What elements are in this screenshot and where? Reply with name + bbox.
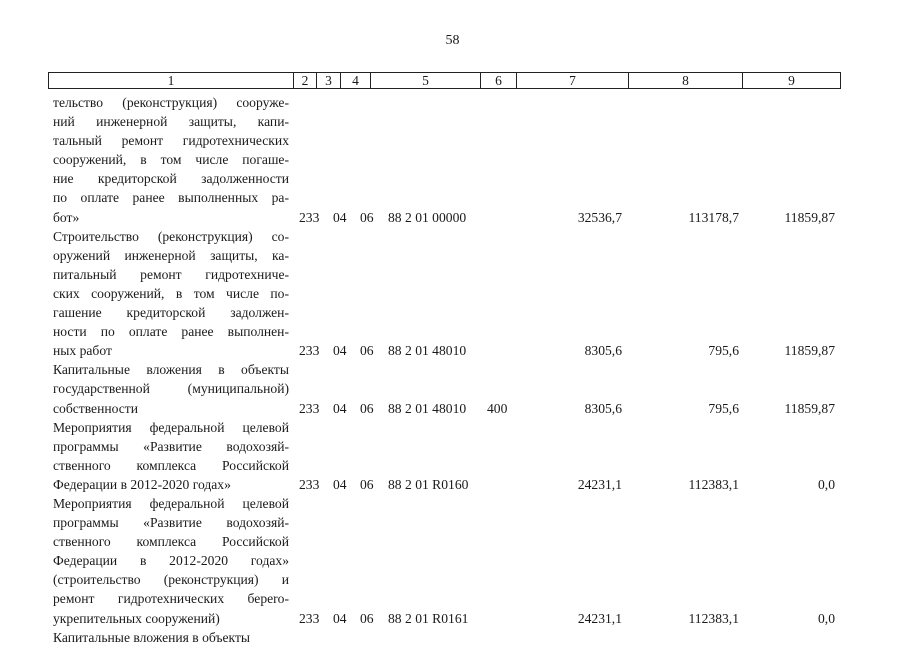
table-row bbox=[0, 494, 905, 628]
cell-c3: 04 bbox=[333, 400, 347, 416]
description-line: тальный ремонт гидротехнических bbox=[53, 133, 289, 149]
cell-c5: 88 2 01 R0161 bbox=[388, 610, 469, 626]
description-line: Мероприятия федеральной целевой bbox=[53, 419, 289, 435]
description-line: ние кредиторской задолженности bbox=[53, 171, 289, 187]
cell-c2: 233 bbox=[299, 610, 320, 626]
cell-c2: 233 bbox=[299, 209, 320, 225]
description-line: ности по оплате ранее выполнен- bbox=[53, 324, 289, 340]
description-line: ственного комплекса Российской bbox=[53, 457, 289, 473]
cell-c2: 233 bbox=[299, 476, 320, 492]
table-row bbox=[0, 628, 905, 647]
cell-c4: 06 bbox=[360, 343, 374, 359]
cell-c9: 11859,87 bbox=[784, 343, 835, 359]
cell-c2: 233 bbox=[299, 343, 320, 359]
description-line: Строительство (реконструкция) со- bbox=[53, 228, 289, 244]
row-description bbox=[53, 93, 289, 227]
cell-c5: 88 2 01 48010 bbox=[388, 343, 467, 359]
row-values bbox=[0, 341, 905, 360]
cell-c9: 0,0 bbox=[818, 476, 835, 492]
row-values bbox=[0, 475, 905, 494]
cell-c9: 0,0 bbox=[818, 610, 835, 626]
cell-c3: 04 bbox=[333, 343, 347, 359]
description-line: по оплате ранее выполненных ра- bbox=[53, 190, 289, 206]
row-description bbox=[53, 227, 289, 361]
cell-c8: 113178,7 bbox=[688, 209, 739, 225]
header-col-9: 9 bbox=[788, 73, 795, 88]
description-line: оружений инженерной защиты, ка- bbox=[53, 247, 289, 263]
description-line: программы «Развитие водохозяй- bbox=[53, 438, 289, 454]
description-line: сооружений, в том числе погаше- bbox=[53, 152, 289, 168]
cell-c8: 795,6 bbox=[708, 343, 739, 359]
description-line: бот» bbox=[53, 209, 80, 225]
description-line: (строительство (реконструкция) и bbox=[53, 572, 289, 588]
description-line: укрепительных сооружений) bbox=[53, 610, 220, 626]
cell-c3: 04 bbox=[333, 610, 347, 626]
cell-c3: 04 bbox=[333, 209, 347, 225]
header-col-2: 2 bbox=[294, 73, 317, 88]
row-values bbox=[0, 399, 905, 418]
table-row bbox=[0, 93, 905, 227]
cell-c8: 112383,1 bbox=[688, 610, 739, 626]
cell-c5: 88 2 01 R0160 bbox=[388, 476, 469, 492]
description-line: Капитальные вложения в объекты bbox=[53, 629, 251, 645]
cell-c4: 06 bbox=[360, 209, 374, 225]
cell-c4: 06 bbox=[360, 476, 374, 492]
description-line: гашение кредиторской задолжен- bbox=[53, 305, 289, 321]
page-number: 58 bbox=[445, 33, 460, 48]
cell-c5: 88 2 01 00000 bbox=[388, 209, 467, 225]
description-line: ных работ bbox=[53, 343, 112, 359]
header-col-5: 5 bbox=[371, 73, 481, 88]
description-line: тельство (реконструкция) сооруже- bbox=[53, 95, 289, 110]
description-line: программы «Развитие водохозяй- bbox=[53, 515, 289, 531]
description-line: Федерации в 2012-2020 годах» bbox=[53, 476, 231, 492]
table-body bbox=[0, 93, 905, 647]
description-line: ских сооружений, в том числе по- bbox=[53, 285, 289, 301]
cell-c8: 112383,1 bbox=[688, 476, 739, 492]
cell-c9: 11859,87 bbox=[784, 209, 835, 225]
header-col-3: 3 bbox=[317, 73, 341, 88]
header-col-8: 8 bbox=[629, 73, 743, 88]
description-line: Капитальные вложения в объекты bbox=[53, 362, 289, 378]
row-values bbox=[0, 208, 905, 227]
row-values bbox=[0, 628, 905, 647]
description-line: собственности bbox=[53, 400, 139, 416]
header-col-7: 7 bbox=[517, 73, 629, 88]
description-line: государственной (муниципальной) bbox=[53, 381, 289, 397]
description-line: ний инженерной защиты, капи- bbox=[53, 114, 289, 130]
cell-c4: 06 bbox=[360, 610, 374, 626]
cell-c9: 11859,87 bbox=[784, 400, 835, 416]
cell-c6: 400 bbox=[487, 400, 508, 416]
cell-c7: 24231,1 bbox=[577, 610, 622, 626]
cell-c3: 04 bbox=[333, 476, 347, 492]
table-header bbox=[48, 72, 841, 89]
cell-c7: 8305,6 bbox=[584, 400, 622, 416]
header-col-4: 4 bbox=[341, 73, 371, 88]
cell-c2: 233 bbox=[299, 400, 320, 416]
cell-c8: 795,6 bbox=[708, 400, 739, 416]
cell-c7: 24231,1 bbox=[577, 476, 622, 492]
description-line: ремонт гидротехнических береrо- bbox=[53, 591, 289, 607]
header-col-1: 1 bbox=[49, 73, 294, 88]
table-row bbox=[0, 227, 905, 361]
cell-c7: 8305,6 bbox=[584, 343, 622, 359]
header-col-6: 6 bbox=[481, 73, 517, 88]
cell-c5: 88 2 01 48010 bbox=[388, 400, 467, 416]
table-row bbox=[0, 418, 905, 494]
description-line: Федерации в 2012-2020 годах» bbox=[53, 553, 289, 569]
cell-c7: 32536,7 bbox=[577, 209, 622, 225]
row-description bbox=[53, 494, 289, 628]
row-values bbox=[0, 609, 905, 628]
description-line: Мероприятия федеральной целевой bbox=[53, 495, 289, 511]
table-row bbox=[0, 360, 905, 417]
cell-c4: 06 bbox=[360, 400, 374, 416]
description-line: питальный ремонт гидротехниче- bbox=[53, 266, 289, 282]
description-line: ственного комплекса Российской bbox=[53, 534, 289, 550]
